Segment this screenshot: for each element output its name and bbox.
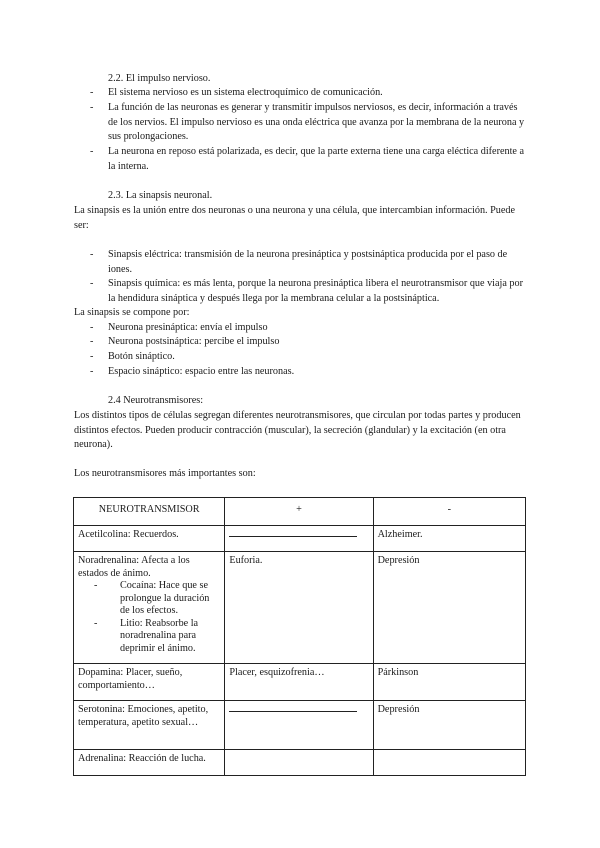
heading-sinapsis-neuronal: 2.3. La sinapsis neuronal. bbox=[108, 190, 213, 201]
sub-item-text: Litio: Reabsorbe la noradrenalina para deprimir el ánimo. bbox=[120, 617, 199, 654]
heading-impulso-nervioso: 2.2. El impulso nervioso. bbox=[108, 73, 211, 84]
bullet-dash: - bbox=[94, 617, 98, 629]
header-neurotransmisor: NEUROTRANSMISOR bbox=[74, 498, 225, 526]
bullet-text: La neurona en reposo está polarizada, es decir, que la parte externa tiene una carga eléctica diferente a la interna. bbox=[108, 146, 525, 172]
table-row bbox=[74, 750, 526, 776]
bullet-text: El sistema nervioso es un sistema electroquímico de comunicación. bbox=[108, 87, 383, 98]
bullet-text: La función de las neuronas es generar y transmitir impulsos nerviosos, es decir, información a través de los nervios. El impulso nervioso es una onda eléctrica que avanza por la membrana de la neurona y sus prolongaciones. bbox=[108, 102, 525, 142]
bullet-dash: - bbox=[90, 322, 94, 333]
cell-name bbox=[74, 552, 225, 664]
sub-list-item bbox=[94, 618, 220, 656]
list-item bbox=[90, 248, 526, 277]
heading-neurotransmisores: 2.4 Neurotransmisores: bbox=[108, 395, 204, 406]
paragraph-sinapsis-intro: La sinapsis es la unión entre dos neuronas o una neurona y una célula, que intercambian información. Puede ser: bbox=[74, 205, 516, 231]
cell-minus: Alzheimer. bbox=[373, 526, 525, 552]
list-item bbox=[90, 350, 526, 365]
cell-minus: Depresión bbox=[373, 701, 525, 750]
empty-line bbox=[229, 536, 356, 537]
sub-item-text: Cocaína: Hace que se prolongue la duración de los efectos. bbox=[120, 580, 210, 616]
paragraph-neurotransmisores-importantes: Los neurotransmisores más importantes son: bbox=[74, 468, 256, 479]
cell-minus: Párkinson bbox=[373, 664, 525, 701]
cell-name: Adrenalina: Reacción de lucha. bbox=[74, 750, 225, 776]
cell-name: Dopamina: Placer, sueño, comportamiento… bbox=[74, 664, 225, 701]
cell-plus-empty bbox=[225, 526, 373, 552]
empty-line bbox=[229, 711, 356, 712]
list-item bbox=[90, 321, 526, 336]
paragraph-neurotransmisores-intro: Los distintos tipos de células segregan diferentes neurotransmisores, que circulan por todas partes y producen distintos efectos. Pueden producir contracción (muscular), la secreción (glandular) y la excitación (en otra neurona). bbox=[74, 410, 521, 450]
table-row bbox=[74, 526, 526, 552]
list-item bbox=[90, 335, 526, 350]
list-item bbox=[90, 277, 526, 306]
table-header-row bbox=[74, 498, 526, 526]
table-row bbox=[74, 701, 526, 750]
bullet-dash: - bbox=[90, 336, 94, 347]
list-item bbox=[90, 86, 526, 101]
cell-plus-empty bbox=[225, 701, 373, 750]
cell-plus: Placer, esquizofrenia… bbox=[225, 664, 373, 701]
bullet-dash: - bbox=[94, 580, 98, 591]
list-item bbox=[90, 365, 526, 380]
table-row bbox=[74, 664, 526, 701]
header-minus: - bbox=[373, 498, 525, 526]
sub-list-item bbox=[94, 580, 220, 618]
cell-plus: Euforia. bbox=[225, 552, 373, 664]
cell-minus: Depresión bbox=[373, 552, 525, 664]
paragraph-sinapsis-compone: La sinapsis se compone por: bbox=[74, 307, 190, 318]
cell-name-text: Noradrenalina: Afecta a los estados de ánimo. bbox=[78, 555, 190, 579]
bullet-text: Neurona postsináptica: percibe el impulso bbox=[108, 336, 280, 347]
bullet-text: Espacio sináptico: espacio entre las neuronas. bbox=[108, 366, 295, 377]
cell-plus-empty bbox=[225, 750, 373, 776]
bullet-dash: - bbox=[90, 249, 94, 260]
bullet-text: Sinapsis química: es más lenta, porque la neurona presináptica libera el neurotransmisor que viaja por la hendidura sináptica y después llega por la membrana celular a la postsináptica. bbox=[108, 278, 524, 304]
cell-minus-empty bbox=[373, 750, 525, 776]
bullet-text: Neurona presináptica: envía el impulso bbox=[108, 322, 268, 333]
bullet-dash: - bbox=[90, 102, 94, 113]
bullet-dash: - bbox=[90, 278, 94, 289]
bullet-text: Botón sináptico. bbox=[108, 351, 175, 362]
bullet-dash: - bbox=[90, 146, 94, 157]
header-plus: + bbox=[225, 498, 373, 526]
bullet-dash: - bbox=[90, 366, 94, 377]
list-item bbox=[90, 145, 526, 174]
bullet-dash: - bbox=[90, 87, 94, 98]
table-row bbox=[74, 552, 526, 664]
bullet-text: Sinapsis eléctrica: transmisión de la neurona presináptica y postsináptica producida por el paso de iones. bbox=[108, 249, 508, 275]
neurotransmitter-table bbox=[73, 497, 526, 776]
bullet-dash: - bbox=[90, 351, 94, 362]
cell-name: Serotonina: Emociones, apetito, temperatura, apetito sexual… bbox=[74, 701, 225, 750]
cell-name: Acetilcolina: Recuerdos. bbox=[74, 526, 225, 552]
list-item bbox=[90, 101, 526, 145]
